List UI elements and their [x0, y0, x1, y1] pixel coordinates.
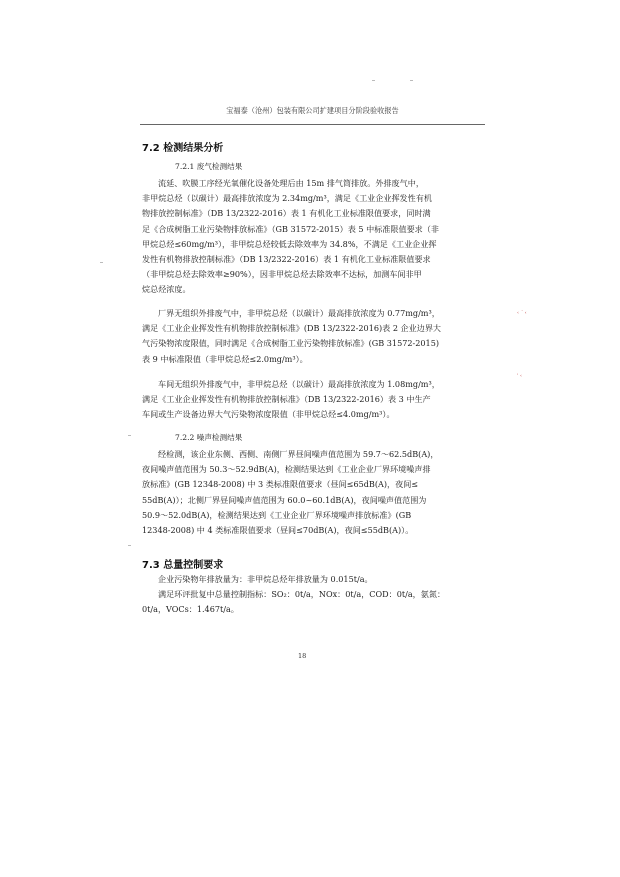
text-line: 50.9～52.0dB(A)，检测结果达到《工业企业厂界环境噪声排放标准》(GB — [142, 509, 412, 520]
stamp-edge-mark: ' ‹ — [517, 373, 522, 379]
text-line: 车间或生产设备边界大气污染物浓度限值（非甲烷总烃≤4.0mg/m³）。 — [142, 409, 395, 420]
text-line: 表 9 中标准限值（非甲烷总烃≤2.0mg/m³）。 — [142, 353, 308, 364]
text-line: 物排放控制标准》（DB 13/2322-2016）表 1 有机化工业标准限值要求，同时满 — [142, 208, 431, 219]
stamp-edge-mark: ‹ ´ ‹ — [517, 310, 527, 316]
noise-paragraph — [142, 447, 468, 538]
text-line: 发性有机物排放控制标准》（DB 13/2322-2016）表 1 有机化工业标准限值要求 — [142, 253, 431, 264]
text-line: 夜间噪声值范围为 50.3～52.9dB(A)，检测结果达到《工业企业厂界环境噪声排 — [142, 464, 431, 475]
text-line: 0t/a，VOCs：1.467t/a。 — [142, 604, 239, 615]
text-line: 厂界无组织外排废气中，非甲烷总烃（以碳计）最高排放浓度为 0.77mg/m³， — [158, 308, 440, 318]
text-line: 甲烷总烃≤60mg/m³），非甲烷总烃较低去除效率为 34.8%，不满足《工业企业挥 — [142, 238, 437, 249]
text-line: 车间无组织外排废气中，非甲烷总烃（以碳计）最高排放浓度为 1.08mg/m³， — [158, 379, 440, 389]
workshop-gas-paragraph — [142, 377, 468, 423]
text-line: （非甲烷总烃去除效率≥90%），因非甲烷总烃去除效率不达标，加测车间非甲 — [142, 269, 422, 280]
margin-mark — [128, 435, 131, 436]
waste-gas-paragraph — [142, 176, 468, 298]
section-7-2-title: 7.2 检测结果分析 — [142, 143, 224, 154]
subsection-7-2-1-title: 7.2.1 废气检测结果 — [175, 162, 243, 171]
text-line: 流延、吹膜工序经光氧催化设备处理后由 15m 排气筒排放。外排废气中， — [158, 178, 424, 188]
text-line: 55dB(A)）；北侧厂界昼间噪声值范围为 60.0~60.1dB(A)，夜间噪声值范围为 — [142, 494, 427, 505]
total-control-paragraph — [142, 572, 468, 618]
margin-mark — [372, 80, 375, 81]
text-line: 企业污染物年排放量为：非甲烷总烃年排放量为 0.015t/a。 — [158, 574, 373, 584]
text-line: 满足环评批复中总量控制指标：SO₂：0t/a，NOx：0t/a，COD：0t/a，氨氮： — [158, 589, 446, 600]
text-line: 非甲烷总烃（以碳计）最高排放浓度为 2.34mg/m³，满足《工业企业挥发性有机 — [142, 193, 432, 204]
text-line: 烷总烃浓度。 — [142, 284, 191, 295]
text-line: 气污染物浓度限值，同时满足《合成树脂工业污染物排放标准》(GB 31572-2015) — [142, 338, 440, 349]
text-line: 足《合成树脂工业污染物排放标准》（GB 31572-2015）表 5 中标准限值要求（非 — [142, 223, 439, 234]
header-rule — [140, 124, 485, 125]
margin-mark — [128, 545, 131, 546]
margin-mark — [410, 80, 413, 81]
text-line: 经检测，该企业东侧、西侧、南侧厂界昼间噪声值范围为 59.7～62.5dB(A)， — [158, 449, 439, 459]
text-line: 满足《工业企业挥发性有机物排放控制标准》（DB 13/2322-2016）表 3 中生产 — [142, 394, 431, 405]
subsection-7-2-2-title: 7.2.2 噪声检测结果 — [175, 433, 243, 442]
boundary-gas-paragraph — [142, 306, 468, 367]
text-line: 放标准》(GB 12348-2008) 中 3 类标准限值要求（昼间≤65dB(A)，夜间≤ — [142, 479, 419, 490]
page-header: 宝福泰（沧州）包装有限公司扩建项目分阶段验收报告 — [226, 106, 399, 115]
text-line: 12348-2008) 中 4 类标准限值要求（昼间≤70dB(A)，夜间≤55dB(A)）。 — [142, 524, 414, 535]
margin-mark — [100, 262, 103, 263]
page-number: 18 — [298, 652, 307, 660]
section-7-3-title: 7.3 总量控制要求 — [142, 560, 224, 571]
text-line: 满足《工业企业挥发性有机物排放控制标准》(DB 13/2322-2016)表 2 企业边界大 — [142, 323, 442, 334]
